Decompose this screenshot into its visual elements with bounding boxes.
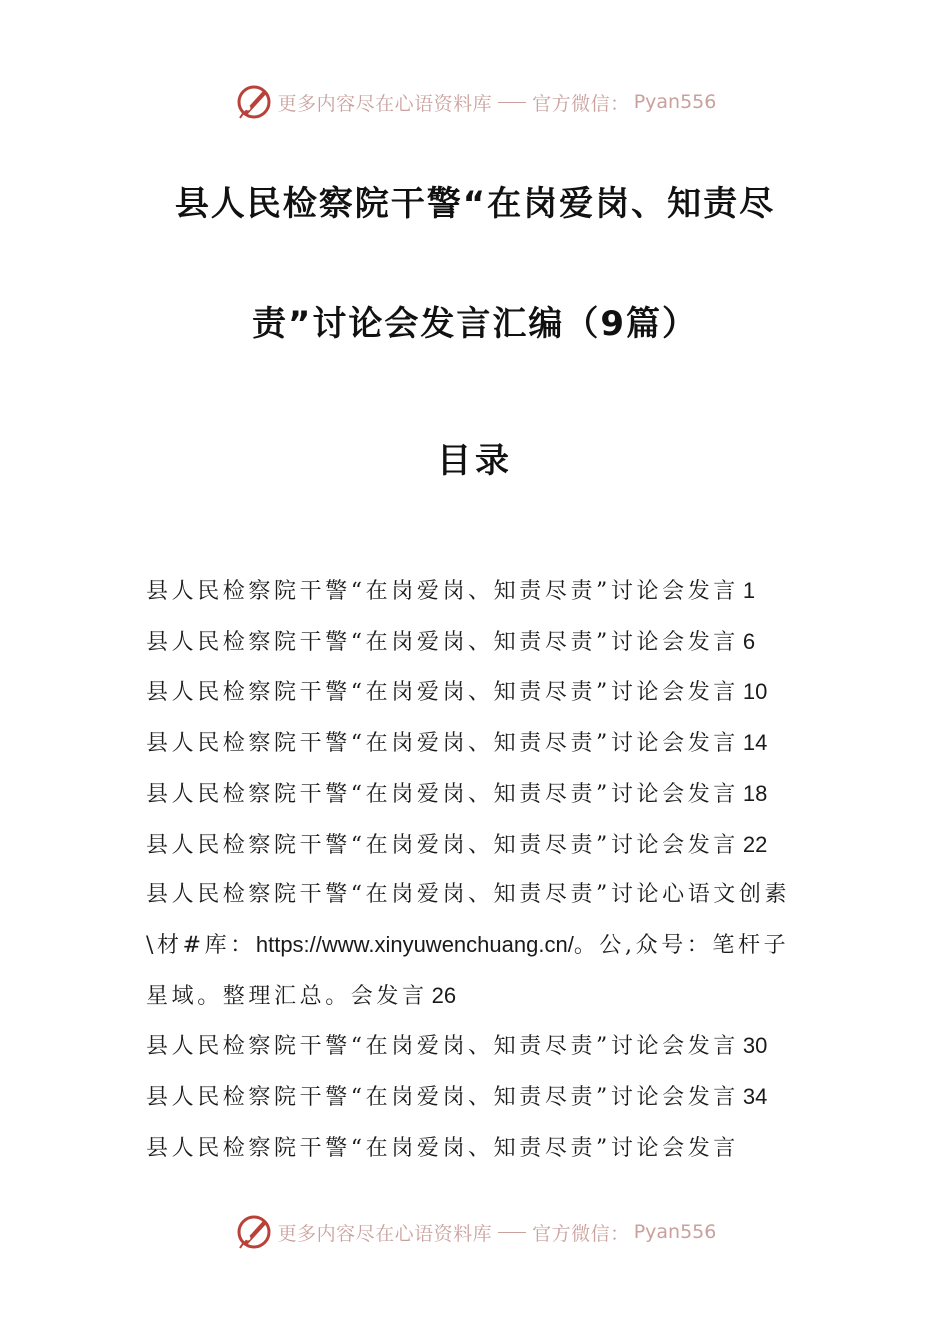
toc-entry[interactable] (146, 1072, 811, 1123)
toc-entry-title-part2: 。公,众号：笔杆子星域。整理汇总。会发言 (146, 932, 790, 1009)
toc-entry-title: 县人民检察院干警“在岗爱岗、知责尽责”讨论会发言 (146, 1085, 739, 1111)
toc-entry-page: 26 (431, 982, 457, 1008)
toc-entry-page: 30 (742, 1033, 768, 1059)
toc-entry-page: 14 (742, 730, 768, 756)
toc-entry-page: 1 (742, 578, 756, 603)
toc-entry-page: 22 (742, 831, 768, 857)
toc-entry[interactable] (146, 617, 811, 668)
toc-entry[interactable] (146, 820, 811, 871)
toc-entry[interactable] (146, 1021, 811, 1072)
toc-entry[interactable] (146, 566, 811, 617)
toc-entry[interactable] (146, 718, 811, 769)
banner-dash (498, 1232, 526, 1233)
footer-watermark (0, 1210, 950, 1254)
toc-entry[interactable] (146, 667, 811, 718)
banner-dash (498, 102, 526, 103)
toc-entry-title: 县人民检察院干警“在岗爱岗、知责尽责”讨论会发言 (146, 731, 739, 757)
banner-text: 更多内容尽在心语资料库 (277, 1222, 493, 1245)
toc-entry-title: 县人民检察院干警“在岗爱岗、知责尽责”讨论会发言 (146, 1034, 739, 1060)
toc-entry[interactable] (146, 1123, 811, 1174)
header-watermark (0, 80, 950, 124)
document-title-line-2: 责”讨论会发言汇编（9篇） (251, 304, 698, 344)
toc-entry-page: 6 (742, 628, 756, 654)
banner-official-label: 官方微信： (532, 92, 630, 115)
toc-heading: 目录 (437, 441, 513, 481)
toc-entry-title: 县人民检察院干警“在岗爱岗、知责尽责”讨论会发言 (146, 629, 739, 655)
table-of-contents (146, 566, 811, 1173)
banner-wechat-id: Pyan556 (633, 91, 717, 113)
toc-entry-page: 34 (742, 1084, 768, 1110)
toc-entry-page: 10 (742, 679, 768, 705)
banner-text: 更多内容尽在心语资料库 (277, 92, 493, 115)
toc-entry-title: 县人民检察院干警“在岗爱岗、知责尽责”讨论会发言 (146, 1135, 739, 1161)
banner-wechat-id: Pyan556 (633, 1221, 717, 1243)
document-title-line-1: 县人民检察院干警“在岗爱岗、知责尽 (174, 184, 776, 224)
toc-entry-url[interactable]: https://www.xinyuwenchuang.cn/ (255, 931, 574, 957)
quill-logo-icon (234, 1212, 274, 1252)
toc-entry-title: 县人民检察院干警“在岗爱岗、知责尽责”讨论会发言 (146, 579, 739, 604)
quill-logo-icon (234, 82, 274, 122)
toc-entry-title-part1: 县人民检察院干警“在岗爱岗、知责尽责”讨论心语文创素\材#库： (146, 882, 791, 958)
toc-entry-with-url[interactable] (146, 870, 811, 1021)
toc-entry-title: 县人民检察院干警“在岗爱岗、知责尽责”讨论会发言 (146, 832, 739, 858)
toc-entry-title: 县人民检察院干警“在岗爱岗、知责尽责”讨论会发言 (146, 781, 739, 807)
toc-entry-title: 县人民检察院干警“在岗爱岗、知责尽责”讨论会发言 (146, 680, 739, 706)
banner-official-label: 官方微信： (532, 1222, 630, 1245)
toc-entry-page: 18 (742, 780, 768, 806)
toc-entry[interactable] (146, 769, 811, 820)
